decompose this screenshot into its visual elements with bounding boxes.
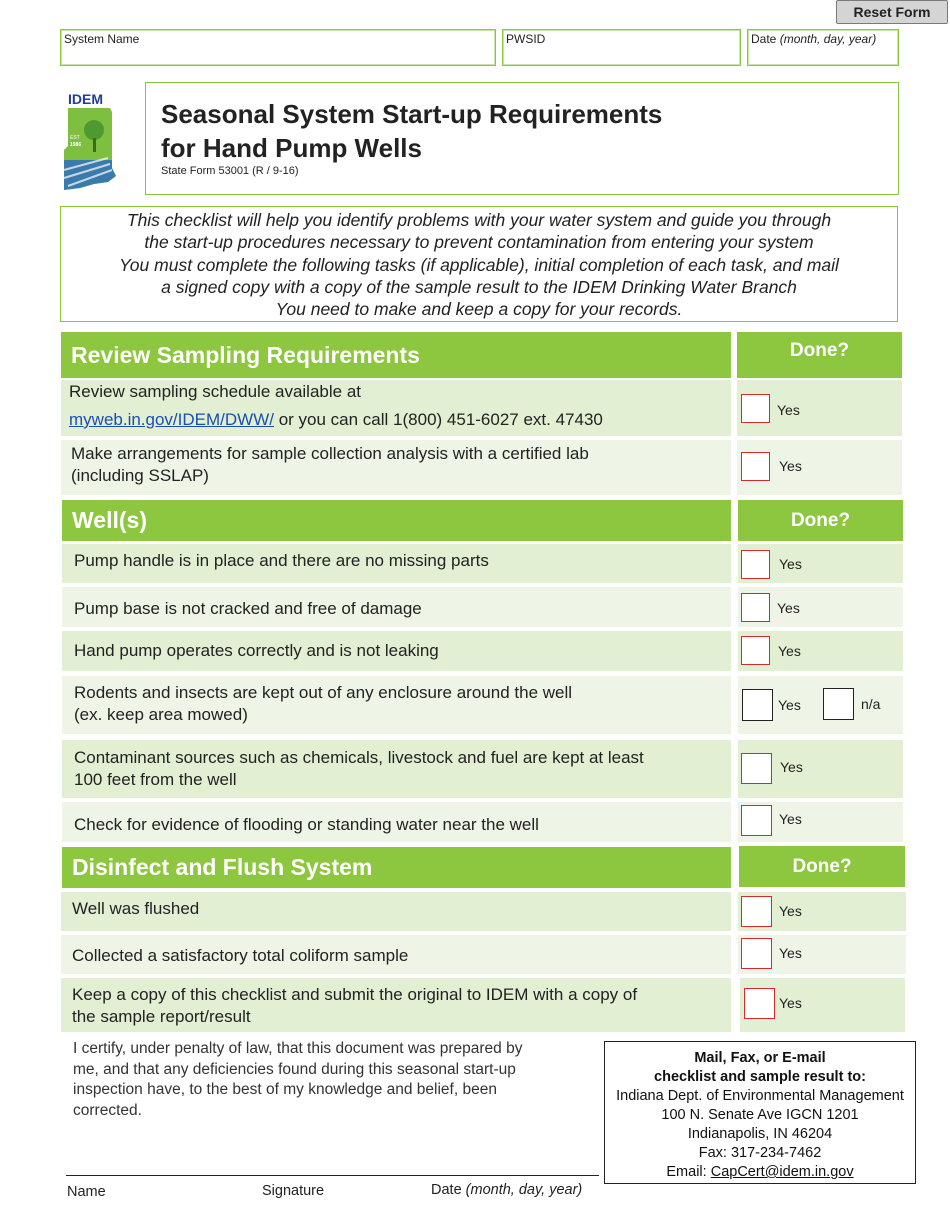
row-text: Hand pump operates correctly and is not leaking (74, 641, 439, 660)
done-cell (738, 544, 903, 583)
form-number: State Form 53001 (R / 9-16) (161, 165, 299, 177)
na-label: n/a (861, 696, 881, 712)
mail-heading: Mail, Fax, or E-mail (694, 1050, 826, 1066)
done-cell (738, 631, 903, 671)
done-header-wells: Done? (738, 500, 903, 541)
yes-label: Yes (779, 945, 802, 961)
intro-line: the start-up procedures necessary to prevent contamination from entering your system (144, 232, 814, 253)
done-checkbox[interactable] (741, 753, 772, 784)
section-header-sampling: Review Sampling Requirements (61, 332, 731, 378)
mail-fax: Fax: 317-234-7462 (698, 1145, 822, 1161)
mail-info-box (604, 1041, 916, 1184)
row-text: Collected a satisfactory total coliform sample (72, 946, 409, 965)
mail-city: Indianapolis, IN 46204 (687, 1126, 833, 1142)
done-checkbox[interactable] (741, 452, 770, 481)
row-text: Check for evidence of flooding or standing water near the well (74, 815, 539, 834)
checklist-row (61, 978, 731, 1032)
done-cell (737, 380, 902, 436)
intro-line: You must complete the following tasks (if applicable), initial completion of each task, and mail (119, 254, 839, 275)
row-text: or you can call 1(800) 451-6027 ext. 47430 (273, 410, 603, 429)
svg-text:EST: EST (70, 135, 80, 141)
date-field[interactable] (747, 29, 899, 66)
done-cell (737, 440, 902, 495)
mail-org: Indiana Dept. of Environmental Management (616, 1088, 904, 1104)
row-text: Review sampling schedule available at (69, 382, 361, 401)
done-checkbox[interactable] (741, 394, 770, 423)
done-header-sampling: Done? (737, 332, 902, 378)
system-name-field[interactable] (60, 29, 496, 66)
date-label: Date (month, day, year) (431, 1182, 583, 1198)
mail-heading: checklist and sample result to: (654, 1069, 866, 1085)
yes-label: Yes (779, 995, 802, 1011)
yes-label: Yes (777, 402, 800, 418)
email-label: Email: (666, 1164, 711, 1180)
done-checkbox[interactable] (744, 988, 775, 1019)
indiana-state-logo-icon (60, 90, 120, 190)
done-cell (738, 587, 903, 627)
pwsid-label: PWSID (506, 32, 546, 46)
intro-line: This checklist will help you identify problems with your water system and guide you through (126, 210, 832, 230)
checklist-row (62, 802, 731, 842)
reset-form-button[interactable]: Reset Form (836, 0, 948, 24)
signature-line (66, 1175, 599, 1176)
checklist-row (62, 740, 731, 798)
done-checkbox[interactable] (742, 689, 773, 721)
done-cell (738, 935, 906, 974)
na-checkbox[interactable] (823, 688, 854, 720)
section-header-disinfect: Disinfect and Flush System (62, 847, 731, 888)
date-label: Date (month, day, year) (751, 32, 877, 46)
system-name-label: System Name (64, 32, 140, 46)
done-cell (738, 802, 903, 842)
pwsid-field[interactable] (502, 29, 741, 66)
email-link[interactable]: CapCert@idem.in.gov (710, 1164, 854, 1180)
yes-label: Yes (779, 556, 802, 572)
done-checkbox[interactable] (741, 550, 770, 579)
row-text: Make arrangements for sample collection analysis with a certified lab (including SSLAP) (71, 444, 589, 485)
done-checkbox[interactable] (741, 593, 770, 622)
done-cell (738, 892, 906, 931)
checklist-row (62, 676, 731, 734)
checklist-row (61, 440, 731, 495)
svg-text:1986: 1986 (70, 142, 82, 148)
yes-label: Yes (777, 600, 800, 616)
certification-text: I certify, under penalty of law, that this document was prepared by me, and that any deficiencies found during this seasonal start-up inspection have, to the best of my knowledge and belief, been corrected. (73, 1040, 523, 1119)
idem-dww-link[interactable]: myweb.in.gov/IDEM/DWW/ (69, 410, 274, 429)
row-text: Pump base is not cracked and free of damage (74, 599, 422, 618)
done-checkbox[interactable] (741, 636, 770, 665)
row-text: Pump handle is in place and there are no missing parts (74, 551, 489, 570)
done-header-disinfect: Done? (739, 846, 905, 887)
yes-label: Yes (779, 903, 802, 919)
done-cell (740, 978, 905, 1032)
yes-label: Yes (779, 811, 802, 827)
svg-text:IDEM: IDEM (68, 91, 103, 107)
row-text: Well was flushed (72, 899, 200, 918)
row-text: Keep a copy of this checklist and submit the original to IDEM with a copy of the sample report/result (72, 985, 638, 1026)
yes-label: Yes (778, 643, 801, 659)
yes-label: Yes (778, 697, 801, 713)
done-checkbox[interactable] (741, 938, 772, 969)
title-box (145, 82, 899, 195)
done-checkbox[interactable] (741, 805, 772, 836)
idem-logo (60, 90, 120, 190)
checklist-row (62, 631, 731, 671)
yes-label: Yes (780, 759, 803, 775)
intro-box (60, 206, 898, 322)
intro-line: a signed copy with a copy of the sample result to the IDEM Drinking Water Branch (161, 276, 797, 297)
checklist-row (61, 892, 731, 931)
done-cell (738, 676, 903, 734)
checklist-row (61, 380, 731, 436)
done-checkbox[interactable] (741, 896, 772, 927)
checklist-row (62, 587, 731, 627)
row-text: Contaminant sources such as chemicals, livestock and fuel are kept at least 100 feet from the well (74, 748, 644, 789)
done-cell (738, 740, 903, 798)
section-header-wells: Well(s) (62, 500, 731, 541)
signature-label: Signature (262, 1183, 325, 1199)
name-label: Name (67, 1184, 106, 1200)
mail-street: 100 N. Senate Ave IGCN 1201 (661, 1107, 859, 1123)
yes-label: Yes (779, 458, 802, 474)
checklist-row (62, 544, 731, 583)
row-text: Rodents and insects are kept out of any enclosure around the well (ex. keep area mowed) (74, 683, 573, 724)
intro-line: You need to make and keep a copy for your records. (275, 299, 683, 320)
page-title: Seasonal System Start-up Requirements for Hand Pump Wells (161, 99, 663, 163)
checklist-row (61, 935, 731, 974)
